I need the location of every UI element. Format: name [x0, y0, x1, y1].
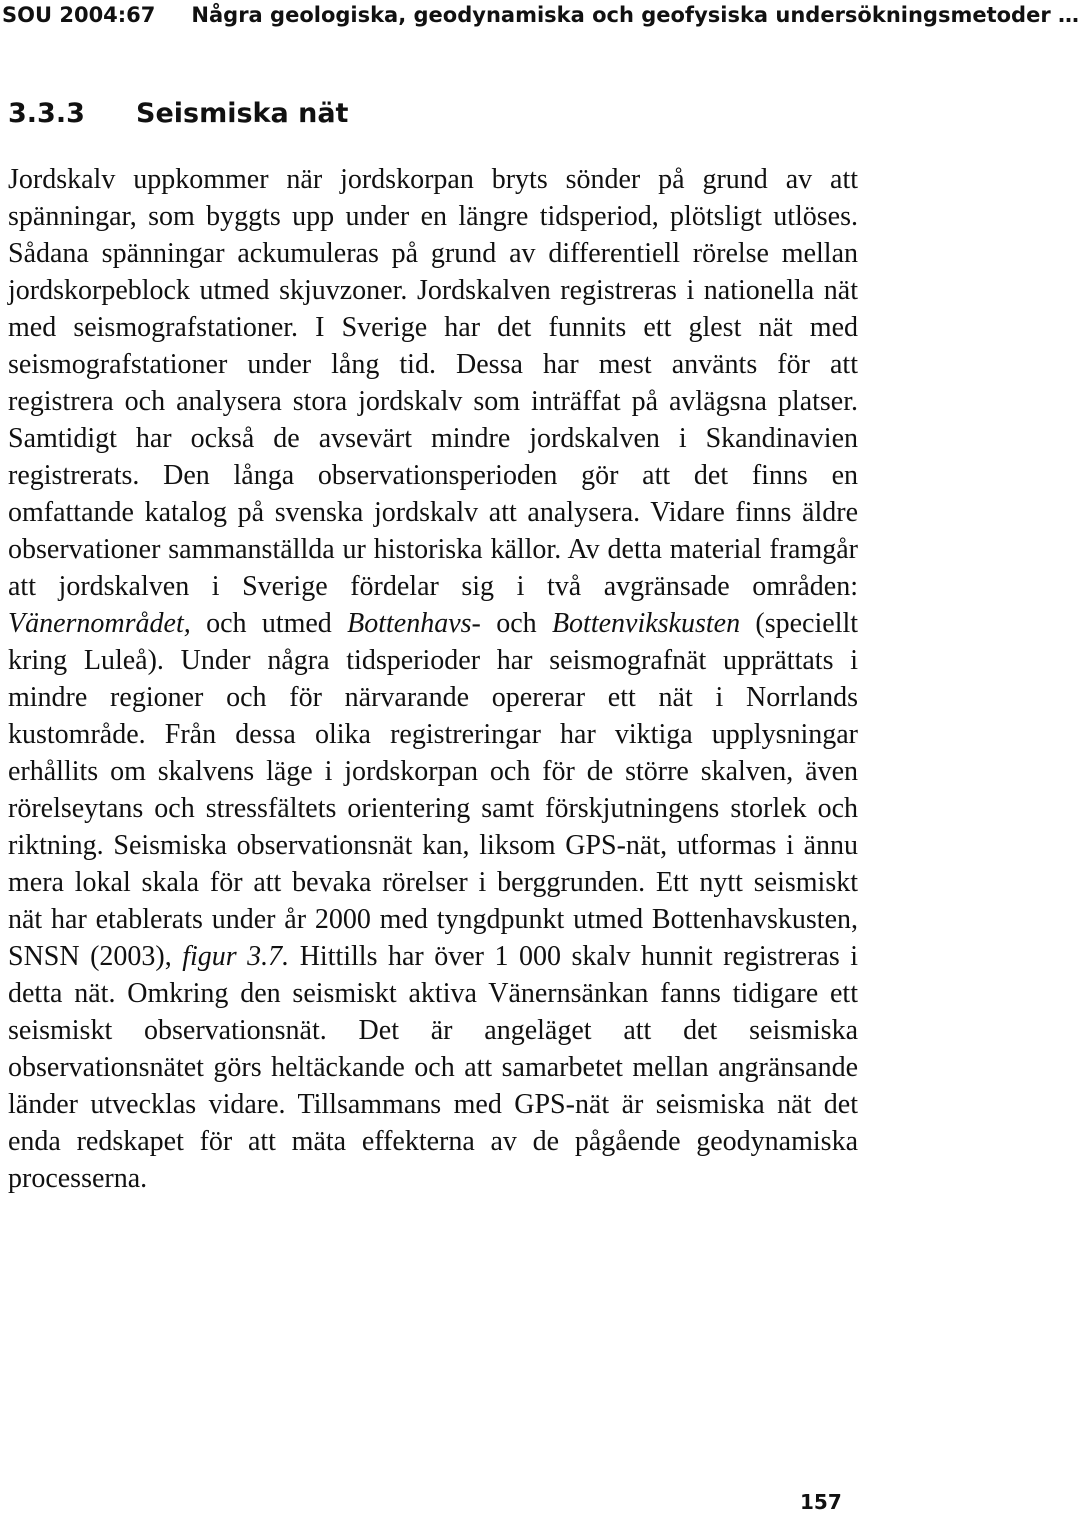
section-number: 3.3.3	[8, 98, 85, 129]
chapter-title: Några geologiska, geodynamiska och geofysiska undersökningsmetoder …	[191, 3, 1079, 27]
page-number: 157	[800, 1490, 842, 1514]
italic-term-vanernomradet: Vänernområdet,	[8, 608, 191, 639]
italic-term-bottenvikskusten: Bottenvikskusten	[551, 608, 741, 639]
text-run: Jordskalv uppkommer när jordskorpan bryts sönder på grund av att spänningar, som byggts upp under en längre tidsperiod, plötsligt utlöses. Sådana spänningar ackumuleras på grund av differentiell rörelse mellan jordskorpeblock utmed skjuvzoner. Jordskalven registreras i nationella nät med seismografstationer. I Sverige har det funnits ett glest nät med seismografstationer under lång tid. Dessa har mest använts för att registrera och analysera stora jordskalv som inträffat på avlägsna platser. Samtidigt har också de avsevärt mindre jordskalven i Skandinavien registrerats. Den långa observationsperioden gör att det finns en omfattande katalog på svenska jordskalv att analysera. Vidare finns äldre observationer sammanställda ur historiska källor. Av detta material framgår att jordskalven i Sverige fördelar sig i två avgränsade områden:	[8, 164, 858, 602]
body-paragraph	[8, 161, 858, 1197]
text-run: och	[496, 608, 537, 639]
document-id: SOU 2004:67	[2, 3, 156, 27]
section-title: Seismiska nät	[136, 98, 349, 129]
text-run: och utmed	[206, 608, 332, 639]
italic-term-bottenhavs: Bottenhavs-	[347, 608, 481, 639]
running-header	[2, 0, 1079, 40]
section-heading	[8, 94, 348, 134]
text-run: Hittills har över 1 000 skalv hunnit registreras i detta nät. Omkring den seismiskt aktiva Vänernsänkan fanns tidigare ett seismiskt observationsnät. Det är angeläget att det seismiska observationsnätet görs heltäckande och att samarbetet mellan angränsande länder utvecklas vidare. Tillsammans med GPS-nät är seismiska nät det enda redskapet för att mäta effekterna av de pågående geodynamiska processerna.	[8, 941, 858, 1194]
text-run: (speciellt kring Luleå). Under några tidsperioder har seismografnät upprättats i mindre regioner och för närvarande opererar ett nät i Norrlands kustområde. Från dessa olika registreringar har viktiga upplysningar erhållits om skalvens läge i jordskorpan och för de större skalven, även rörelseytans och stressfältets orientering samt förskjutningens storlek och riktning. Seismiska observationsnät kan, liksom GPS-nät, utformas i ännu mera lokal skala för att bevaka rörelser i berggrunden. Ett nytt seismiskt nät har etablerats under år 2000 med tyngdpunkt utmed Bottenhavskusten, SNSN (2003),	[8, 608, 859, 972]
figure-reference: figur 3.7.	[182, 941, 290, 972]
